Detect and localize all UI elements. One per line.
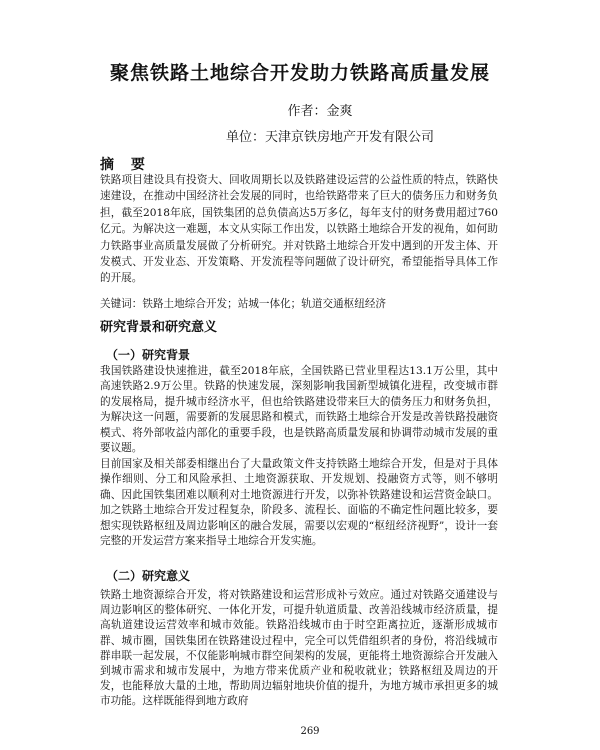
background-paragraph-2: 目前国家及相关部委相继出台了大量政策文件支持铁路土地综合开发，但是对于具体操作细则、分工和风险承担、土地资源获取、开发规划、投融资方式等，则不够明确、因此国铁集团难以顺利对土地资源进行开发，以弥补铁路建设和运营资金缺口。加之铁路土地综合开发过程复杂，阶段多、流程长、面临的不确定性问题比较多，要想实现铁路枢纽及周边影响区的融合发展，需要以宏观的“枢纽经济视野”，设计一套完整的开发运营方案来指导土地综合开发实施。 [100, 458, 498, 548]
subsection-heading-significance: （二）研究意义 [106, 569, 191, 583]
affiliation-line: 单位：天津京铁房地产开发有限公司 [225, 130, 434, 145]
author-line: 作者：金爽 [287, 104, 353, 119]
abstract-text: 铁路项目建设具有投资大、回收周期长以及铁路建设运营的公益性质的特点，铁路快速建设，在推动中国经济社会发展的同时，也给铁路带来了巨大的债务压力和财务负担，截至2018年底，国铁集团的总负债高达5万多亿，每年支付的财务费用超过760亿元。为解决这一难题，本文从实际工作出发，以铁路土地综合开发的视角，如何助力铁路事业高质量发展做了分析研究。并对铁路土地综合开发中遇到的开发主体、开发模式、开发业态、开发策略、开发流程等问题做了设计研究，希望能指导具体工作的开展。 [100, 174, 498, 285]
significance-paragraph: 铁路土地资源综合开发，将对铁路建设和运营形成补亏效应。通过对铁路交通建设与周边影响区的整体研究、一体化开发，可提升轨道质量、改善沿线城市经济质量，提高轨道建设运营效率和城市效能。铁路沿线城市由于时空距离拉近，逐渐形成城市群、城市圈，国铁集团在铁路建设过程中，完全可以凭借组织者的身份，将沿线城市群串联一起发展，不仅能影响城市群空间架构的发展，更能将土地资源综合开发融入到城市需求和城市发展中，为地方带来优质产业和税收就业；铁路枢纽及周边的开发，也能释放大量的土地，帮助周边辐射地块价值的提升，为地方城市承担更多的城市功能。这样既能得到地方政府 [100, 589, 498, 708]
abstract-heading: 摘 要 [100, 157, 151, 173]
keywords: 关键词：铁路土地综合开发；站城一体化；轨道交通枢纽经济 [100, 298, 387, 310]
paper-title: 聚焦铁路土地综合开发助力铁路高质量发展 [109, 62, 490, 84]
section-heading-background: 研究背景和研究意义 [100, 320, 218, 335]
subsection-heading-background: （一）研究背景 [106, 348, 191, 362]
page-number: 269 [300, 726, 320, 737]
background-paragraph-1: 我国铁路建设快速推进，截至2018年底，全国铁路已营业里程达13.1万公里，其中高速铁路2.9万公里。铁路的快速发展，深刻影响我国新型城镇化进程，改变城市群的发展格局，提升城市经济水平，但也给铁路建设带来巨大的债务压力和财务负担，为解决这一问题，需要新的发展思路和模式，而铁路土地综合开发是改善铁路投融资模式、将外部收益内部化的重要手段，也是铁路高质量发展和协调带动城市发展的重要议题。 [100, 365, 498, 455]
